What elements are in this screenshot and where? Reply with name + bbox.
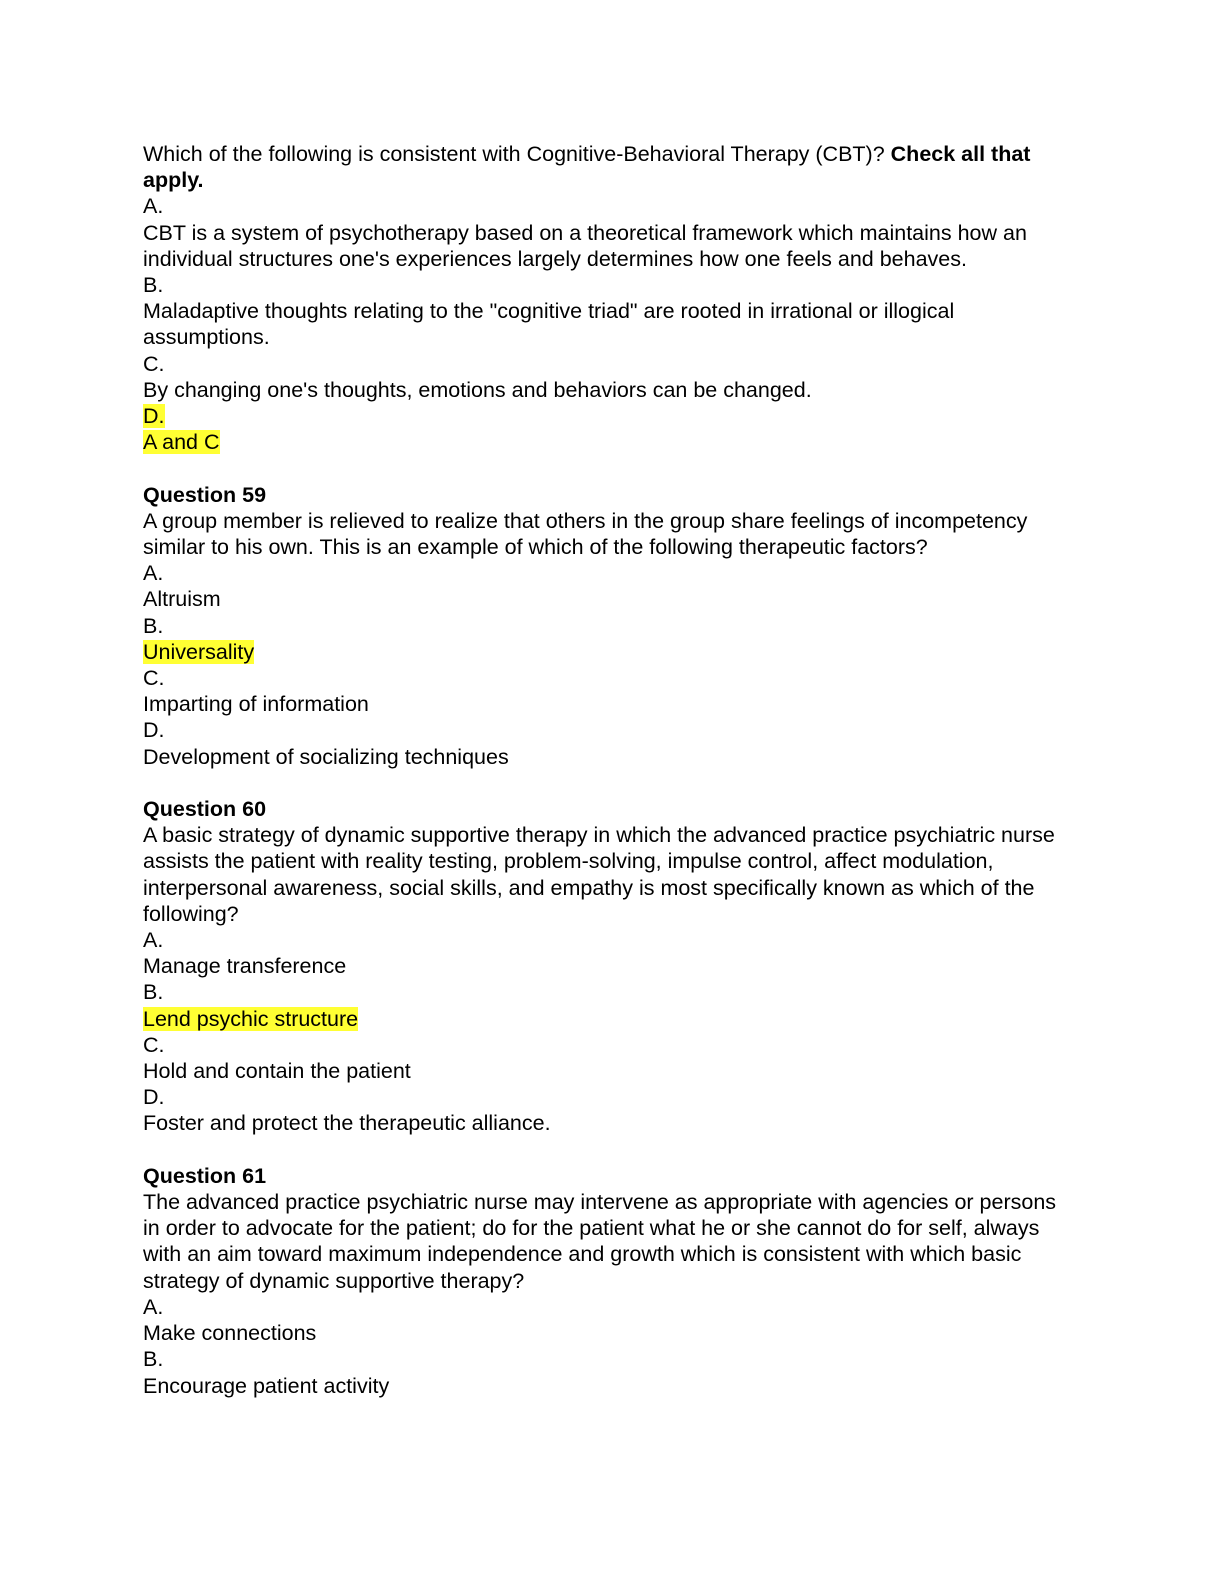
- question-title: Question 59: [143, 482, 267, 507]
- option-letter: A.: [143, 561, 164, 586]
- question-stem: A group member is relieved to realize that others in the group share feelings of incompetency similar to his own. This is an example of which of the following therapeutic factors?: [143, 508, 1034, 560]
- question-stem: A basic strategy of dynamic supportive therapy in which the advanced practice psychiatric nurse assists the patient with reality testing, problem-solving, impulse control, affect modulation, interpersonal awareness, social skills, and empathy is most specifically known as which of the following?: [143, 823, 1061, 926]
- option-letter: A.: [143, 1294, 164, 1319]
- option-letter: B.: [143, 1347, 164, 1372]
- option-text: Imparting of information: [143, 692, 369, 717]
- option-letter: C.: [143, 666, 165, 691]
- option-text: Manage transference: [143, 954, 347, 979]
- option-letter: B.: [143, 273, 164, 298]
- question-60-block: [143, 796, 1073, 1137]
- option-text: Foster and protect the therapeutic alliance.: [143, 1111, 551, 1136]
- option-text: Development of socializing techniques: [143, 744, 509, 769]
- question-title: Question 60: [143, 797, 267, 822]
- option-text: CBT is a system of psychotherapy based on a theoretical framework which maintains how an individual structures one's experiences largely determines how one feels and behaves.: [143, 220, 1033, 271]
- option-text: Altruism: [143, 587, 221, 612]
- option-text: Make connections: [143, 1321, 317, 1346]
- option-text-highlighted: A and C: [143, 430, 220, 455]
- question-stem-text: Which of the following is consistent with Cognitive-Behavioral Therapy (CBT)?: [143, 142, 891, 166]
- option-text: Maladaptive thoughts relating to the "cognitive triad" are rooted in irrational or illogical assumptions.: [143, 299, 961, 350]
- option-letter: C.: [143, 351, 165, 376]
- option-letter: A.: [143, 928, 164, 953]
- option-text: By changing one's thoughts, emotions and behaviors can be changed.: [143, 377, 812, 402]
- option-text: Encourage patient activity: [143, 1373, 390, 1398]
- option-letter: C.: [143, 1032, 165, 1057]
- option-text: Hold and contain the patient: [143, 1059, 411, 1084]
- option-text-highlighted: Lend psychic structure: [143, 1006, 359, 1031]
- question-61-block: [143, 1163, 1073, 1399]
- option-letter: D.: [143, 1085, 165, 1110]
- option-letter: D.: [143, 718, 165, 743]
- option-letter: B.: [143, 980, 164, 1005]
- question-58-block: [143, 141, 1073, 455]
- question-59-block: [143, 482, 1073, 770]
- question-stem: [143, 141, 1073, 193]
- option-letter-highlighted: D.: [143, 404, 165, 429]
- question-stem-instruction: Check all that apply.: [143, 142, 1037, 193]
- option-letter: A.: [143, 194, 164, 219]
- option-letter: B.: [143, 613, 164, 638]
- option-text-highlighted: Universality: [143, 639, 255, 664]
- question-title: Question 61: [143, 1163, 267, 1188]
- document-page: [143, 141, 1073, 1399]
- question-stem: The advanced practice psychiatric nurse may intervene as appropriate with agencies or persons in order to advocate for the patient; do for the patient what he or she cannot do for self, always with an aim toward maximum independence and growth which is consistent with which basic strategy of dynamic supportive therapy?: [143, 1190, 1063, 1293]
